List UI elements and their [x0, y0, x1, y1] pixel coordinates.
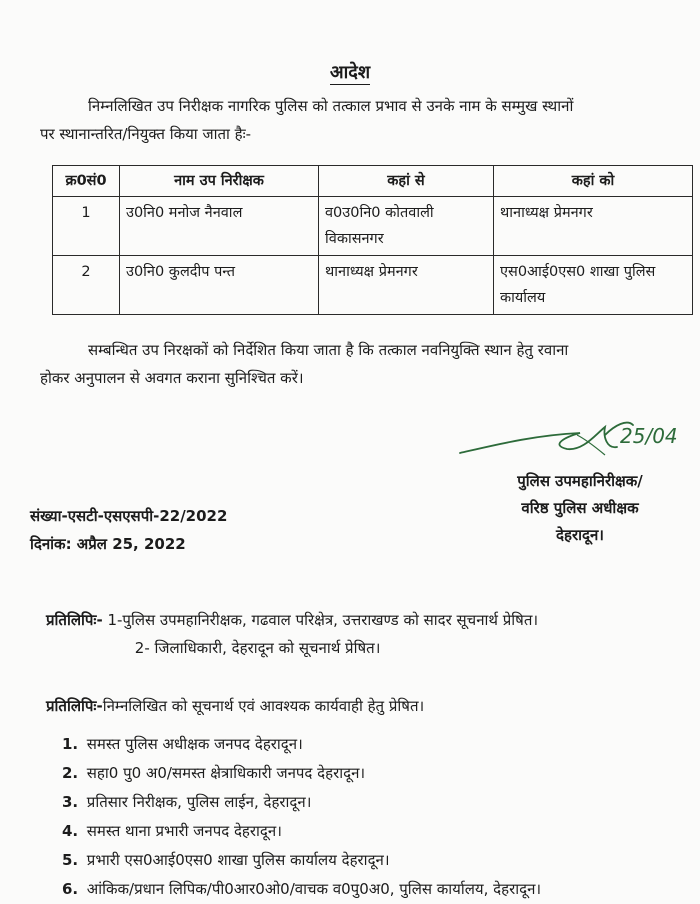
table-row	[53, 256, 693, 315]
row-from: थानाध्यक्ष प्रेमनगर	[319, 256, 494, 315]
copy-item-1: 1-पुलिस उपमहानिरीक्षक, गढवाल परिक्षेत्र, उत्तराखण्ड को सादर सूचनार्थ प्रेषित।	[107, 611, 539, 629]
copy-label-1: प्रतिलिपिः-	[46, 611, 103, 629]
list-item: 5. प्रभारी एस0आई0एस0 शाखा पुलिस कार्यालय देहरादून।	[62, 851, 390, 869]
row-from: व0उ0नि0 कोतवाली विकासनगर	[319, 197, 494, 256]
designation-line-2: वरिष्ठ पुलिस अधीक्षक	[521, 499, 639, 517]
intro-paragraph	[40, 92, 680, 148]
signatory-place: देहरादून।	[556, 526, 604, 544]
intro-line-2: पर स्थानान्तरित/नियुक्त किया जाता हैः-	[40, 125, 252, 143]
copy-section-1	[46, 606, 686, 662]
reference-date: दिनांक: अप्रैल 25, 2022	[30, 535, 186, 553]
row-name: उ0नि0 कुलदीप पन्त	[120, 256, 319, 315]
copy-text-2: निम्नलिखित को सूचनार्थ एवं आवश्यक कार्यवाही हेतु प्रेषित।	[102, 697, 425, 715]
list-item: 6. आंकिक/प्रधान लिपिक/पी0आर0ओ0/वाचक व0पु0अ0, पुलिस कार्यालय, देहरादून।	[62, 880, 542, 898]
reference-number: संख्या-एसटी-एसएसपी-22/2022	[30, 507, 228, 525]
header-name: नाम उप निरीक्षक	[120, 166, 319, 197]
copy-label-2: प्रतिलिपिः-	[46, 697, 103, 715]
table-row	[53, 197, 693, 256]
order-heading: आदेश	[329, 62, 371, 83]
list-item: 1. समस्त पुलिस अधीक्षक जनपद देहरादून।	[62, 735, 303, 753]
header-from: कहां से	[319, 166, 494, 197]
intro-line-1: निम्नलिखित उप निरीक्षक नागरिक पुलिस को तत्काल प्रभाव से उनके नाम के सम्मुख स्थानों	[88, 97, 574, 115]
copy-item-2: 2- जिलाधिकारी, देहरादून को सूचनार्थ प्रेषित।	[134, 639, 381, 657]
row-name: उ0नि0 मनोज नैनवाल	[120, 197, 319, 256]
direction-paragraph	[40, 336, 680, 392]
signatory-block	[480, 468, 680, 549]
row-serial: 2	[53, 256, 120, 315]
distribution-list	[62, 730, 541, 904]
signature-date-mark: 25/04	[620, 424, 678, 448]
row-to: एस0आई0एस0 शाखा पुलिस कार्यालय	[494, 256, 693, 315]
transfer-table	[52, 165, 693, 315]
copy-section-2	[46, 692, 686, 720]
row-to: थानाध्यक्ष प्रेमनगर	[494, 197, 693, 256]
table-header-row	[53, 166, 693, 197]
header-to: कहां को	[494, 166, 693, 197]
direction-line-1: सम्बन्धित उप निरक्षकों को निर्देशित किया जाता है कि तत्काल नवनियुक्ति स्थान हेतु रवाना	[88, 341, 569, 359]
header-serial: क्र0सं0	[53, 166, 120, 197]
list-item: 3. प्रतिसार निरीक्षक, पुलिस लाईन, देहरादून।	[62, 793, 312, 811]
direction-line-2: होकर अनुपालन से अवगत कराना सुनिश्चित करें।	[40, 369, 304, 387]
list-item: 2. सहा0 पु0 अ0/समस्त क्षेत्राधिकारी जनपद देहरादून।	[62, 764, 366, 782]
designation-line-1: पुलिस उपमहानिरीक्षक/	[517, 472, 643, 490]
list-item: 4. समस्त थाना प्रभारी जनपद देहरादून।	[62, 822, 282, 840]
handwritten-signature	[455, 405, 695, 467]
row-serial: 1	[53, 197, 120, 256]
